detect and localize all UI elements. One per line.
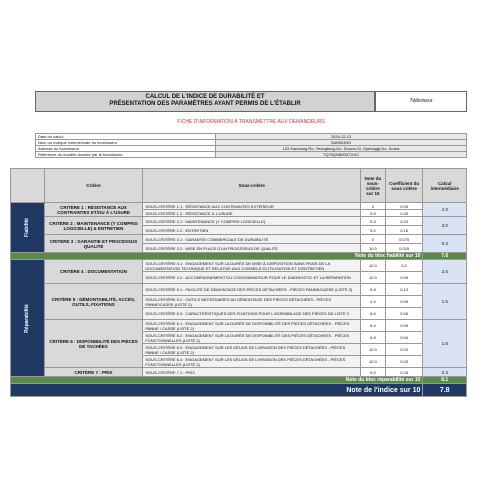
sub-criterion: SOUS-CRITÈRE 3.1 : GARANTIE COMMERCIALE DE DURABILITÉ (143, 235, 361, 244)
header-group-cell (11, 169, 45, 203)
calcul-cell: 1.8 (423, 320, 467, 368)
header-row (11, 169, 467, 203)
indice-band-value: 7.8 (423, 384, 467, 397)
product-category: Téléviseur (375, 91, 467, 112)
criterion-2: CRITÈRE 2 : MAINTENANCE (Y COMPRIS LOGICIELLE) & ENTRETIEN (44, 217, 143, 235)
table-row (11, 284, 467, 296)
coef-cell: 0.075 (385, 235, 423, 244)
note-cell: 9.0 (361, 368, 386, 377)
header-coef: Coefficient du sous critère (385, 169, 423, 203)
reparabilite-band (11, 377, 467, 384)
coef-cell: 0.45 (385, 210, 423, 217)
coef-cell: 0.06 (385, 320, 423, 332)
sheet-subheading: FICHE D'INFORMATION À TRANSMETTRE AUX DEMANDEURS (177, 119, 325, 125)
header-critere: Critère (44, 169, 143, 203)
table-row (11, 320, 467, 332)
group-reparabilite-label: Réparabilité (23, 303, 30, 333)
note-cell: 10.0 (361, 272, 386, 284)
sub-criterion: SOUS-CRITÈRE 1.2 : RÉSISTANCE À L'USURE (143, 210, 361, 217)
coef-cell: 0.06 (385, 296, 423, 308)
sub-criterion: SOUS-CRITÈRE 7.1 : PRIX (143, 368, 361, 377)
header-sous-critere: Sous-critère (143, 169, 361, 203)
coef-cell: 0.25 (385, 368, 423, 377)
sub-criterion: SOUS-CRITÈRE 4.2 : ACCOMPAGNEMENT DU CONSOMMATEUR POUR LE DIAGNOSTIC ET LA RÉPARATION (143, 272, 361, 284)
sub-criterion: SOUS-CRITÈRE 6.3 : ENGAGEMENT SUR LES DÉLAIS DE LIVRAISON DES PIÈCES DÉTACHÉES - PIÈCES PANNE / CASSE (LISTE 2) (143, 344, 361, 356)
coef-cell: 0.05 (385, 272, 423, 284)
group-reparabilite (11, 260, 45, 377)
sub-criterion: SOUS-CRITÈRE 5.3 : CARACTÉRISTIQUES DES FIXATIONS POUR L'ASSEMBLAGE DES PIÈCES DE LISTE 2 (143, 308, 361, 320)
note-cell: 9.5 (361, 210, 386, 217)
header-note: Note du sous-critère sur 10 (361, 169, 386, 203)
coef-cell: 0.24 (385, 217, 423, 226)
sub-criterion: SOUS-CRITÈRE 1.1 : RÉSISTANCE AUX CONTRAINTES EXTÉRIEUR (143, 203, 361, 210)
table-row (11, 235, 467, 244)
info-row-reference (36, 152, 467, 158)
supplier-info-table (35, 133, 467, 158)
title-line-2: PRÉSENTATION DES PARAMÈTRES AYANT PERMIS DE L'ÉTABLIR (109, 101, 301, 107)
table-row (11, 217, 467, 226)
sub-criterion: SOUS-CRITÈRE 6.1 : ENGAGEMENT SUR LA DURÉE DE DISPONIBILITÉ DES PIÈCES DÉTACHÉES - PIÈCES PANNE / CASSE (LISTE 2) (143, 320, 361, 332)
info-label: Adresse du fournisseur (36, 146, 216, 152)
coef-cell: 0.06 (385, 308, 423, 320)
sub-criterion: SOUS-CRITÈRE 2.1 : MAINTENANCE (Y COMPRIS LOGICIELLE) (143, 217, 361, 226)
reparabilite-band-label: Note du bloc réparabilité sur 10 (11, 377, 423, 384)
table-row (11, 260, 467, 272)
calcul-cell: 1.5 (423, 284, 467, 320)
note-cell: 4.4 (361, 296, 386, 308)
note-cell: 10.0 (361, 356, 386, 368)
criterion-6: CRITÈRE 6 : DISPONIBILITÉ DES PIÈCES DE TACHÉES (44, 320, 143, 368)
title-line-1: CALCUL DE L'INDICE DE DURABILITÉ ET (145, 94, 265, 100)
document-title (35, 91, 375, 112)
indice-band (11, 384, 467, 397)
header-calcul: Calcul intermédiaire (423, 169, 467, 203)
calcul-cell: 3.0 (423, 217, 467, 235)
sub-criterion: SOUS-CRITÈRE 6.4 : ENGAGEMENT SUR LES DÉLAIS DE LIVRAISON DES PIÈCES DÉTACHÉES - PIÈCES FONCTIONNELLES (LISTE 2) (143, 356, 361, 368)
coef-cell: 0.04 (385, 332, 423, 344)
coef-cell: 0.05 (385, 203, 423, 210)
indice-band-label: Note de l'indice sur 10 (11, 384, 423, 397)
table-row (11, 368, 467, 377)
fiabilite-band-label: Note du bloc fiabilité sur 10 (11, 253, 423, 260)
coef-cell: 0.13 (385, 284, 423, 296)
info-label: Nom ou marque commerciale du fournisseur (36, 140, 216, 146)
note-cell: 8.6 (361, 308, 386, 320)
note-cell: 5.8 (361, 284, 386, 296)
note-cell: 0 (361, 203, 386, 210)
sub-criterion: SOUS-CRITÈRE 5.1 : FACILITÉ DE DÉMONTAGE DES PIÈCES DÉTACHÉES - PIÈCES PANNE/CASSE (LISTE 2) (143, 284, 361, 296)
coef-cell: 0.025 (385, 244, 423, 253)
criterion-4: CRITÈRE 4 : DOCUMENTATION (44, 260, 143, 284)
coef-cell: 0.2 (385, 260, 423, 272)
note-cell: 6.4 (361, 320, 386, 332)
sub-criterion: SOUS-CRITÈRE 6.2 : ENGAGEMENT SUR LA DURÉE DE DISPONIBILITÉ DES PIÈCES DÉTACHÉES - PIÈCES FONCTIONNELLES (LISTE 2) (143, 332, 361, 344)
table-row (11, 203, 467, 210)
info-value: SAMSUNG (216, 140, 467, 146)
calcul-cell: 2.5 (423, 260, 467, 284)
info-value: 2024-12-13 (216, 134, 467, 140)
note-cell: 6.8 (361, 332, 386, 344)
note-cell: 5.0 (361, 226, 386, 235)
info-label: Référence du modèle donnée par le fournisseur (36, 152, 216, 158)
note-cell: 9.3 (361, 217, 386, 226)
calcul-cell: 0.3 (423, 235, 467, 253)
coef-cell: 0.03 (385, 356, 423, 368)
info-value: TQ75QN800DTXXC (216, 152, 467, 158)
note-cell: 10.0 (361, 244, 386, 253)
calcul-cell: 2.3 (423, 368, 467, 377)
sub-criterion: SOUS-CRITÈRE 4.1 : ENGAGEMENT SUR LA DURÉE DE MISE À DISPOSITION SANS FRAIS DE LA DOCUMENTATION TECHNIQUE ET RELATIVE AUX CONSEILS D'UTILISATION ET D'ENTRETIEN (143, 260, 361, 272)
sub-criterion: SOUS-CRITÈRE 5.2 : OUTILS NÉCESSAIRES AU DÉMONTAGE DES PIÈCES DÉTACHÉES - PIÈCES PANNE/CASSE (LISTE 2) (143, 296, 361, 308)
criterion-5: CRITÈRE 5 : DÉMONTABILITÉ, ACCÈS, OUTILS, FIXATIONS (44, 284, 143, 320)
criterion-1: CRITÈRE 1 : RÉSISTANCE AUX CONTRAINTES ET/OU À L'USURE (44, 203, 143, 217)
fiabilite-band-value: 7.6 (423, 253, 467, 260)
criterion-3: CRITÈRE 3 : GARANTIE ET PROCESSUS QUALITÉ (44, 235, 143, 253)
info-value: 129 Samsung Ro, Yeongtong-Gu, Suwon-Si, Gyeonggi-Do, Korea (216, 146, 467, 152)
note-cell: 10.0 (361, 260, 386, 272)
coef-cell: 0.16 (385, 226, 423, 235)
fiabilite-band (11, 253, 467, 260)
coef-cell: 0.03 (385, 344, 423, 356)
note-cell: 0 (361, 235, 386, 244)
note-cell: 10.0 (361, 344, 386, 356)
criterion-7: CRITÈRE 7 : PRIX (44, 368, 143, 377)
calcul-cell: 4.3 (423, 203, 467, 217)
sub-criterion: SOUS-CRITÈRE 3.2 : MISE EN PLACE D'UN PROCESSUS DE QUALITÉ (143, 244, 361, 253)
reparabilite-band-value: 8.1 (423, 377, 467, 384)
info-label: Date du calcul (36, 134, 216, 140)
sub-criterion: SOUS-CRITÈRE 2.2 : ENTRETIEN (143, 226, 361, 235)
group-fiabilite (11, 203, 45, 253)
group-fiabilite-label: Fiabilité (23, 218, 30, 237)
durability-table (10, 168, 467, 397)
